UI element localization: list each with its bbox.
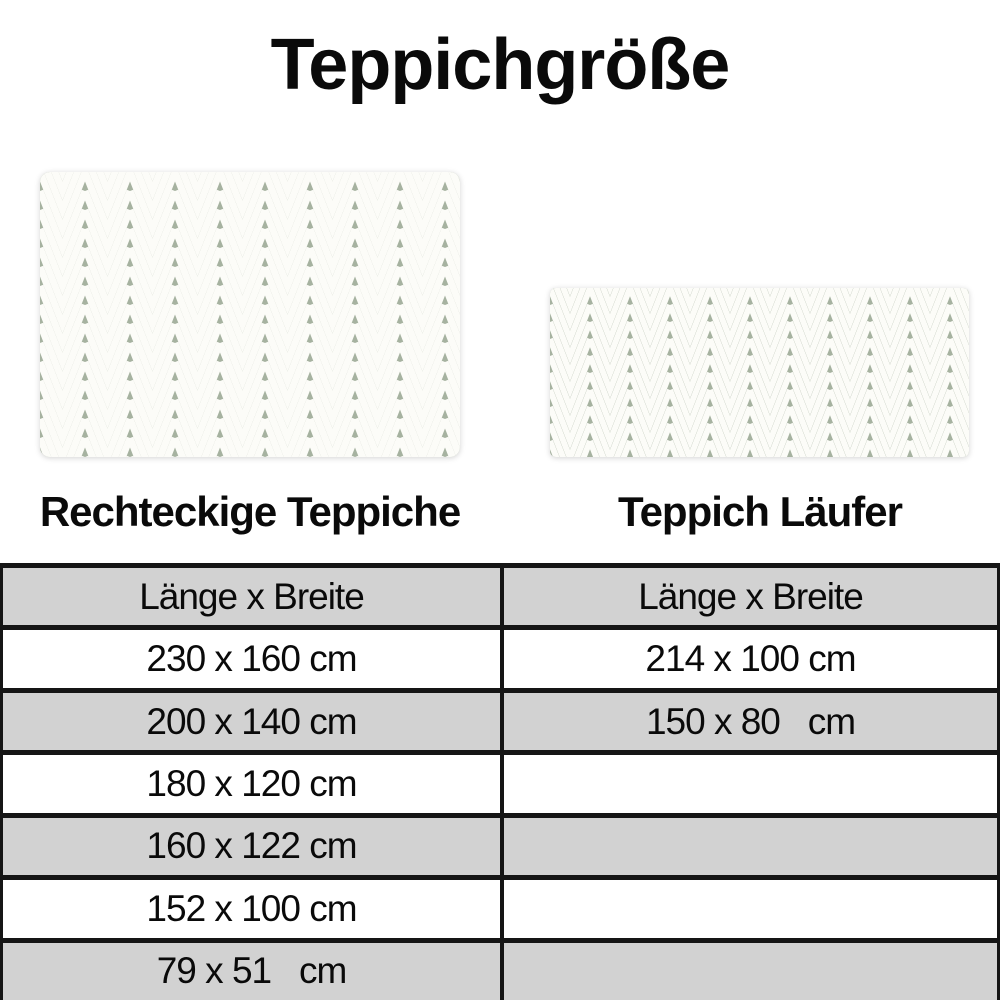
size-cell-runner — [500, 880, 997, 937]
table-row — [3, 813, 997, 875]
table-row — [3, 750, 997, 812]
runner-rug-image — [550, 288, 969, 457]
size-cell-rectangular: 200 x 140 cm — [146, 700, 357, 742]
rectangular-rug-image — [40, 172, 460, 457]
size-table — [0, 563, 1000, 1000]
table-row — [3, 875, 997, 937]
header-cell-runner: Länge x Breite — [500, 568, 997, 625]
rectangular-rugs-label: Rechteckige Teppiche — [39, 488, 461, 535]
size-cell-rectangular: 160 x 122 cm — [146, 825, 357, 867]
size-cell-runner: 214 x 100 cm — [500, 630, 997, 687]
size-cell-runner — [500, 755, 997, 812]
table-header-row — [3, 563, 997, 625]
size-cell-rectangular: 152 x 100 cm — [146, 887, 357, 929]
size-cell-rectangular: 79 x 51 cm — [156, 950, 347, 992]
table-row — [3, 938, 997, 1000]
page-title: Teppichgröße — [270, 25, 730, 105]
header-cell-rectangular: Länge x Breite — [139, 575, 364, 617]
table-row — [3, 688, 997, 750]
chevron-pattern-runner — [550, 288, 969, 457]
runner-rugs-label: Teppich Läufer — [618, 488, 902, 535]
size-cell-runner: 150 x 80 cm — [500, 693, 997, 750]
size-cell-rectangular: 180 x 120 cm — [146, 762, 357, 804]
size-cell-runner — [500, 818, 997, 875]
size-cell-runner — [500, 943, 997, 1000]
chevron-pattern-rect — [40, 172, 460, 457]
table-row — [3, 625, 997, 687]
size-cell-rectangular: 230 x 160 cm — [146, 638, 357, 680]
